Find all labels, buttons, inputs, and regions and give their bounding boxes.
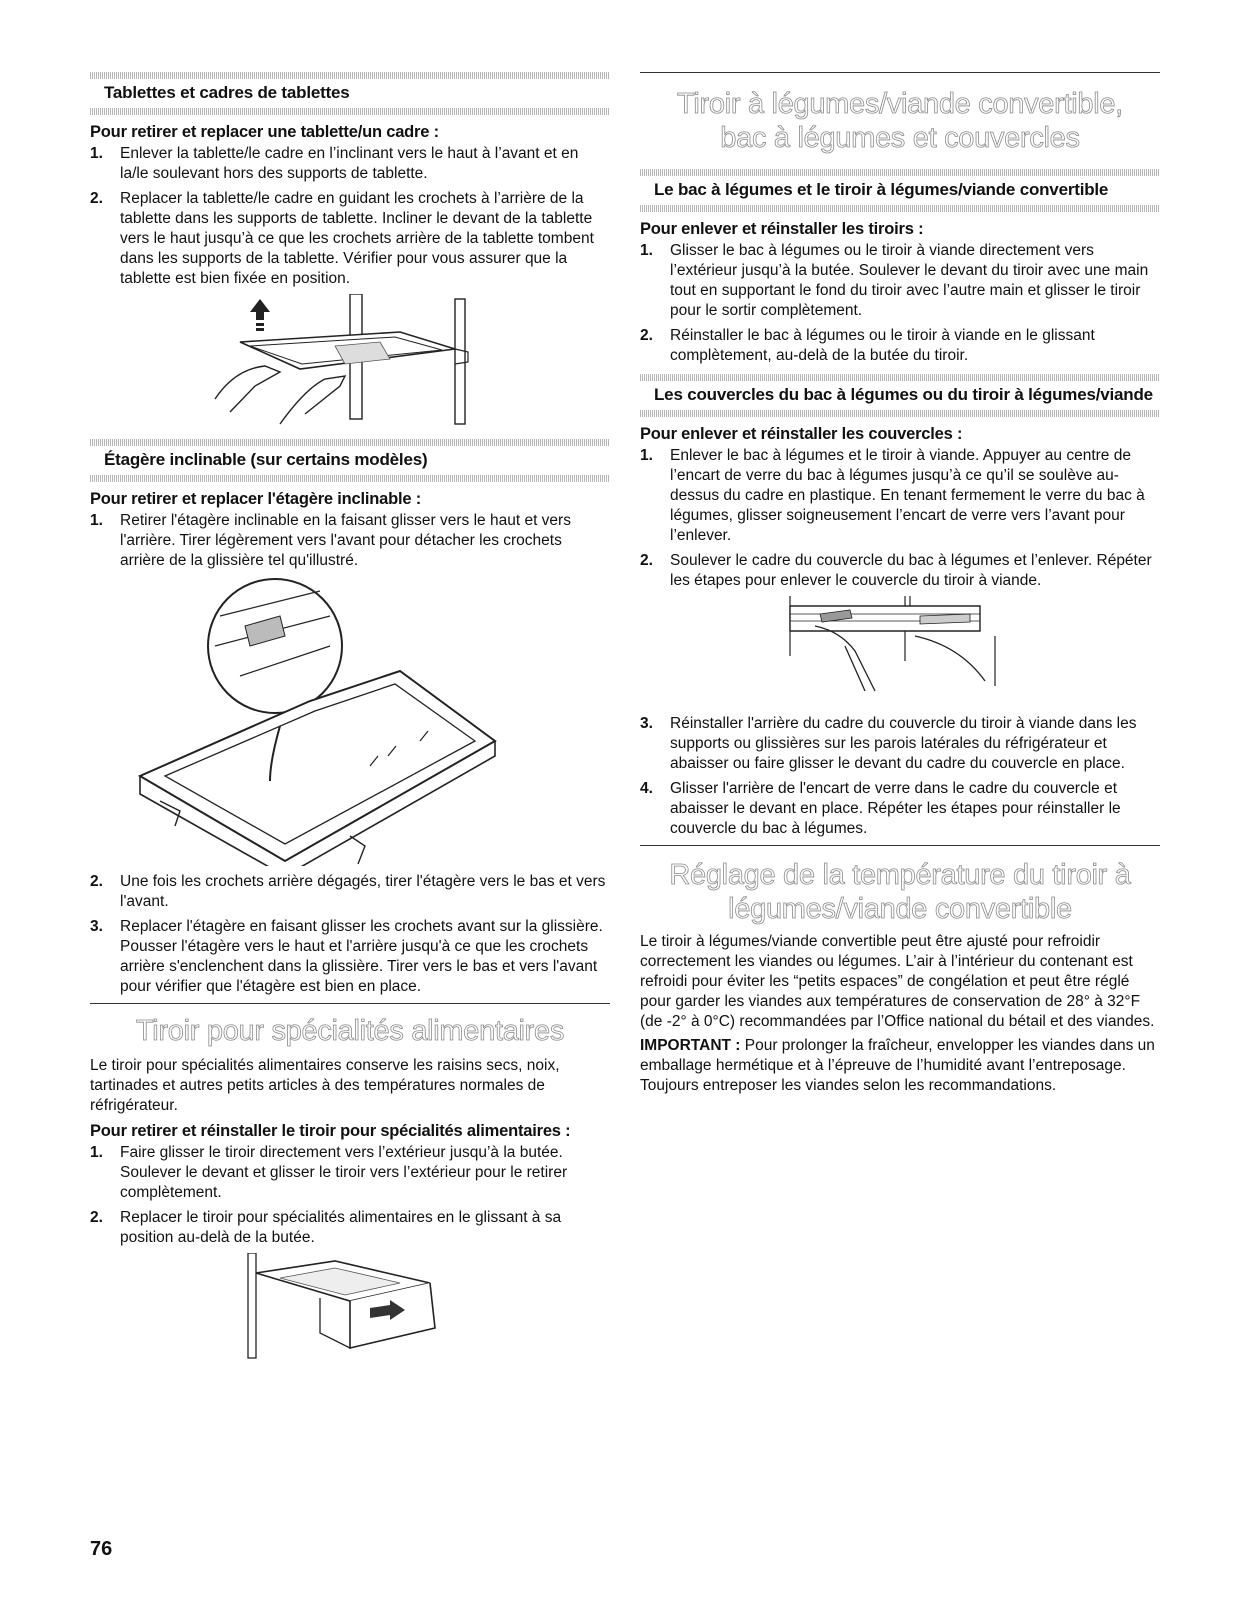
list-item: 3. Replacer l'étagère en faisant glisser les crochets avant sur la glissière. Pousser l'étagère vers le haut et l'arrière jusqu'à ce que les crochets arrière s'enclenchent dans la glissière. Tirer vers le bas et vers l'avant pour vérifier que l'étagère est bien en place.	[90, 918, 603, 995]
section-heading-crisper-drawer	[640, 169, 1160, 212]
left-column	[90, 72, 610, 1363]
step-list	[640, 446, 1160, 591]
right-column	[640, 72, 1160, 1100]
heading-text: Les couvercles du bac à légumes ou du tiroir à légumes/viande	[654, 385, 1153, 404]
subheading: Pour enlever et réinstaller les couvercles :	[640, 425, 963, 443]
section-title-crisper: Tiroir à légumes/viande convertible, bac à légumes et couvercles	[677, 88, 1123, 154]
step-list	[640, 241, 1160, 366]
list-item: 2. Replacer le tiroir pour spécialités alimentaires en le glissant à sa position au-delà de la butée.	[90, 1209, 562, 1246]
heading-text: Tablettes et cadres de tablettes	[104, 83, 350, 102]
section-heading-tilt-shelf	[90, 439, 610, 482]
list-item: 2. Replacer la tablette/le cadre en guidant les crochets à l’arrière de la tablette dans les supports de tablette. Incliner le devant de la tablette vers le haut jusqu’à ce que les crochets arrière de la tablette tombent dans les supports de la tablette. Vérifier pour vous assurer que la tablette est bien fixée en position.	[90, 190, 594, 287]
subheading: Pour enlever et réinstaller les tiroirs :	[640, 220, 924, 238]
step-list	[90, 144, 610, 289]
list-item: 1. Faire glisser le tiroir directement vers l’extérieur jusqu’à la butée. Soulever le devant et glisser le tiroir vers l’extérieur pour le retirer complètement.	[90, 1144, 568, 1201]
divider	[640, 72, 1160, 73]
subheading: Pour retirer et réinstaller le tiroir pour spécialités alimentaires :	[90, 1122, 571, 1140]
step-list	[640, 714, 1160, 839]
subheading: Pour retirer et replacer l'étagère inclinable :	[90, 490, 422, 508]
paragraph: Le tiroir pour spécialités alimentaires conserve les raisins secs, noix, tartinades et autres petits articles à des températures normales de réfrigérateur.	[90, 1057, 560, 1114]
list-item: 2. Soulever le cadre du couvercle du bac à légumes et l’enlever. Répéter les étapes pour enlever le couvercle du tiroir à viande.	[640, 552, 1152, 589]
list-item: 3. Réinstaller l'arrière du cadre du couvercle du tiroir à viande dans les supports ou glissières sur les parois latérales du réfrigérateur et abaisser ou faire glisser le devant du cadre du couvercle en place.	[640, 715, 1137, 772]
shelf-removal-illustration	[210, 294, 490, 429]
step-list	[90, 511, 610, 571]
list-item: 2. Réinstaller le bac à légumes ou le tiroir à viande en le glissant complètement, au-delà de la butée du tiroir.	[640, 327, 1095, 364]
step-list	[90, 1143, 610, 1248]
divider	[90, 1003, 610, 1004]
crisper-cover-illustration	[780, 596, 1020, 696]
list-item: 1. Retirer l'étagère inclinable en la faisant glisser vers le haut et vers l'arrière. Tirer légèrement vers l'avant pour détacher les crochets arrière de la glissière tel qu'illustré.	[90, 512, 571, 569]
section-title-specialty-drawer: Tiroir pour spécialités alimentaires	[135, 1015, 565, 1047]
tilt-shelf-illustration	[120, 576, 580, 866]
section-heading-covers	[640, 374, 1160, 417]
paragraph: Le tiroir à légumes/viande convertible peut être ajusté pour refroidir correctement les viandes ou légumes. L’air à l’intérieur du contenant est refroidi pour éviter les “petits espaces” de congélation et peut être réglé pour garder les viandes aux températures de conservation de 28° à 32°F (de -2° à 0°C) recommandées par l’Office national du bétail et des viandes.	[640, 933, 1155, 1030]
list-item: 1. Enlever le bac à légumes et le tiroir à viande. Appuyer au centre de l’encart de verre du bac à légumes jusqu’à ce qu’il se soulève au-dessus du cadre en plastique. En tenant fermement le verre du bac à légumes, glisser soigneusement l’encart de verre vers l’avant pour l’enlever.	[640, 447, 1145, 544]
important-note: IMPORTANT : Pour prolonger la fraîcheur, envelopper les viandes dans un emballage hermétique et à l’épreuve de l’humidité avant l’entreposage. Toujours entreposer les viandes selon les recommandations.	[640, 1037, 1155, 1094]
divider	[640, 845, 1160, 846]
list-item: 4. Glisser l'arrière de l'encart de verre dans le cadre du couvercle et abaisser le devant en place. Répéter les étapes pour réinstaller le couvercle du bac à légumes.	[640, 780, 1121, 837]
heading-text: Le bac à légumes et le tiroir à légumes/viande convertible	[654, 180, 1109, 199]
heading-text: Étagère inclinable (sur certains modèles)	[104, 450, 428, 469]
subheading: Pour retirer et replacer une tablette/un cadre :	[90, 123, 439, 141]
list-item: 2. Une fois les crochets arrière dégagés, tirer l'étagère vers le bas et vers l'avant.	[90, 873, 606, 910]
list-item: 1. Glisser le bac à légumes ou le tiroir à viande directement vers l’extérieur jusqu’à la butée. Soulever le devant du tiroir avec une main tout en supportant le fond du tiroir avec l’autre main et glisser le tiroir pour le sortir complètement.	[640, 242, 1149, 319]
step-list	[90, 872, 610, 997]
section-heading-shelves	[90, 72, 610, 115]
list-item: 1. Enlever la tablette/le cadre en l’inclinant vers le haut à l’avant et en la/le soulevant hors des supports de tablette.	[90, 145, 579, 182]
page-number: 76	[90, 1538, 113, 1560]
specialty-drawer-illustration	[240, 1253, 460, 1363]
section-title-temperature: Réglage de la température du tiroir à légumes/viande convertible	[669, 859, 1131, 925]
